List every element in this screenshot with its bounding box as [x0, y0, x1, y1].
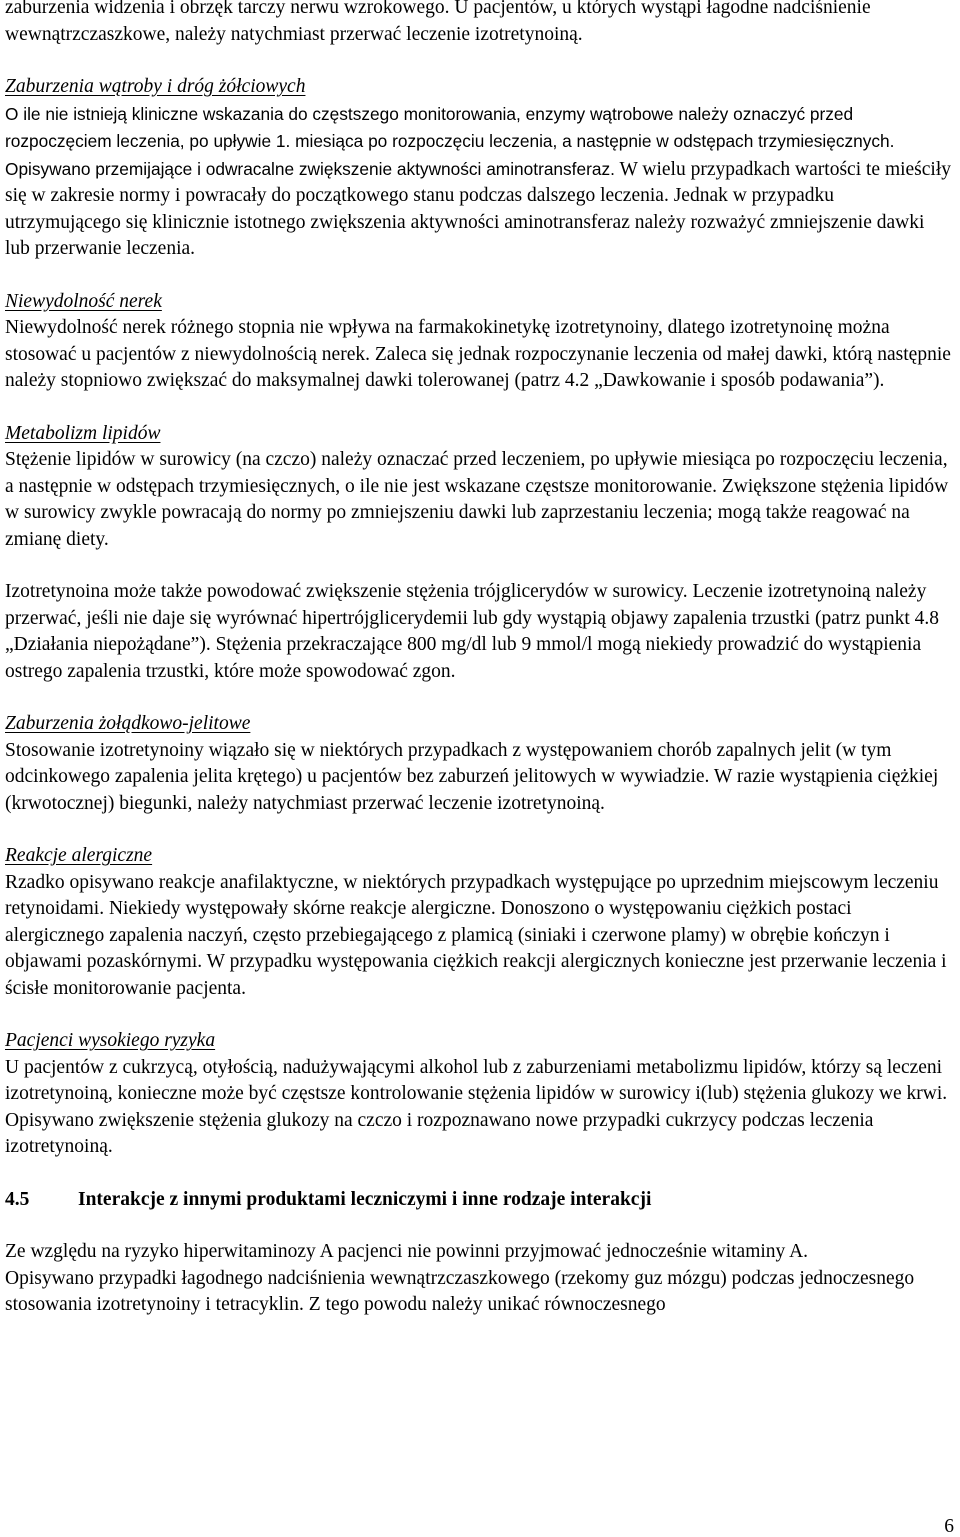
section-heading-4-5 [5, 1187, 951, 1214]
paragraph-lipid-2: Izotretynoina może także powodować zwiększenie stężenia trójglicerydów w surowicy. Leczenie izotretynoiną należy przerwać, jeśli nie daje się wyrównać hipertrójglicerydemii lub gdy wystąpią objawy zapalenia trzustki (patrz punkt 4.8 „Działania niepożądane”). Stężenia przekraczające 800 mg/dl lub 9 mmol/l mogą niekiedy prowadzić do wystąpienia ostrego zapalenia trzustki, które może spowodować zgon. [5, 581, 940, 682]
section-title: Interakcje z innymi produktami leczniczymi i inne rodzaje interakcji [78, 1188, 652, 1210]
paragraph-intracranial-part2: U pacjentów, u których wystąpi łagodne nadciśnienie wewnątrzczaszkowe, należy natychmiast przerwać leczenie izotretynoiną. [5, 0, 871, 45]
paragraph-liver [5, 101, 951, 263]
paragraph-lipid: Stężenie lipidów w surowicy (na czczo) należy oznaczać przed leczeniem, po upływie miesiąca po rozpoczęciu leczenia, a następnie w odstępach trzymiesięcznych, o ile nie jest wskazane częstsze monitorowanie. Zwiększone stężenia lipidów w surowicy zwykle powracają do normy po zmniejszeniu dawki lub zaprzestaniu leczenia; mogą także reagować na zmianę diety. [5, 449, 949, 550]
spacer [5, 395, 951, 421]
spacer [5, 1161, 951, 1187]
spacer [5, 48, 951, 74]
section-number: 4.5 [5, 1188, 30, 1210]
paragraph-intracranial [5, 0, 951, 48]
heading-high-risk: Pacjenci wysokiego ryzyka [5, 1030, 216, 1051]
heading-kidney: Niewydolność nerek [5, 290, 162, 312]
paragraph-tetracycline: Opisywano przypadki łagodnego nadciśnienia wewnątrzczaszkowego (rzekomy guz mózgu) podczas jednoczesnego stosowania izotretynoiny i tetracyklin. Z tego powodu należy unikać równoczesnego [5, 1267, 915, 1315]
heading-allergy: Reakcje alergiczne [5, 845, 153, 866]
page-number: 6 [944, 1516, 954, 1537]
paragraph-vitamin-a: Ze względu na ryzyko hiperwitaminozy A pacjenci nie powinni przyjmować jednocześnie witaminy A. [5, 1241, 809, 1262]
heading-liver: Zaburzenia wątroby i dróg żółciowych [5, 76, 306, 97]
spacer [5, 1002, 951, 1028]
document-page [5, 0, 951, 1319]
spacer [5, 817, 951, 843]
paragraph-liver-part1: O ile nie istnieją kliniczne wskazania do częstszego monitorowania, enzymy wątrobowe należy oznaczyć przed rozpoczęciem leczenia, po upływie 1. miesiąca po rozpoczęciu leczenia, a następnie w odstępach trzymiesięcznych. Opisywano przemijające i odwracalne zwiększenie aktywności aminotransferaz. [5, 103, 895, 179]
paragraph-high-risk: U pacjentów z cukrzycą, otyłością, nadużywającymi alkohol lub z zaburzeniami metabolizmu lipidów, którzy są leczeni izotretynoiną, konieczne może być częstsze kontrolowanie stężenia lipidów w surowicy i(lub) stężenia glukozy we krwi. Opisywano zwiększenie stężenia glukozy na czczo i rozpoznawano nowe przypadki cukrzycy podczas leczenia izotretynoiną. [5, 1056, 948, 1157]
spacer [5, 1213, 951, 1239]
heading-gi: Zaburzenia żołądkowo-jelitowe [5, 713, 251, 734]
paragraph-intracranial-part1: zaburzenia widzenia i obrzęk tarczy nerwu wzrokowego. [5, 0, 455, 18]
paragraph-allergy: Rzadko opisywano reakcje anafilaktyczne, w niektórych przypadkach występujące po uprzednim miejscowym leczeniu retynoidami. Niekiedy występowały skórne reakcje alergiczne. Donoszono o występowaniu ciężkich postaci alergicznego zapalenia naczyń, często przebiegającego z plamicą (siniaki i czerwone plamy) w obrębie kończyn i objawami pozaskórnymi. W przypadku występowania ciężkich reakcji alergicznych konieczne jest przerwanie leczenia i ścisłe monitorowanie pacjenta. [5, 871, 947, 999]
paragraph-liver-part2: W wielu przypadkach wartości te mieściły się w zakresie normy i powracały do początkowego stanu podczas dalszego leczenia. Jednak w przypadku utrzymującego się klinicznie istotnego zwiększenia aktywności aminotransferaz należy rozważyć zmniejszenie dawki lub przerwanie leczenia. [5, 158, 952, 259]
spacer [5, 685, 951, 711]
paragraph-gi: Stosowanie izotretynoiny wiązało się w niektórych przypadkach z występowaniem chorób zapalnych jelit (w tym odcinkowego zapalenia jelita krętego) u pacjentów bez zaburzeń jelitowych w wywiadzie. W razie wystąpienia ciężkiej (krwotocznej) biegunki, należy natychmiast przerwać leczenie izotretynoiną. [5, 739, 939, 814]
spacer [5, 553, 951, 579]
heading-lipid: Metabolizm lipidów [5, 422, 161, 444]
spacer [5, 263, 951, 289]
paragraph-kidney: Niewydolność nerek różnego stopnia nie wpływa na farmakokinetykę izotretynoiny, dlatego izotretynoinę można stosować u pacjentów z niewydolnością nerek. Zaleca się jednak rozpoczynanie leczenia od małej dawki, którą następnie należy stopniowo zwiększać do maksymalnej dawki tolerowanej (patrz 4.2 „Dawkowanie i sposób podawania”). [5, 317, 951, 391]
